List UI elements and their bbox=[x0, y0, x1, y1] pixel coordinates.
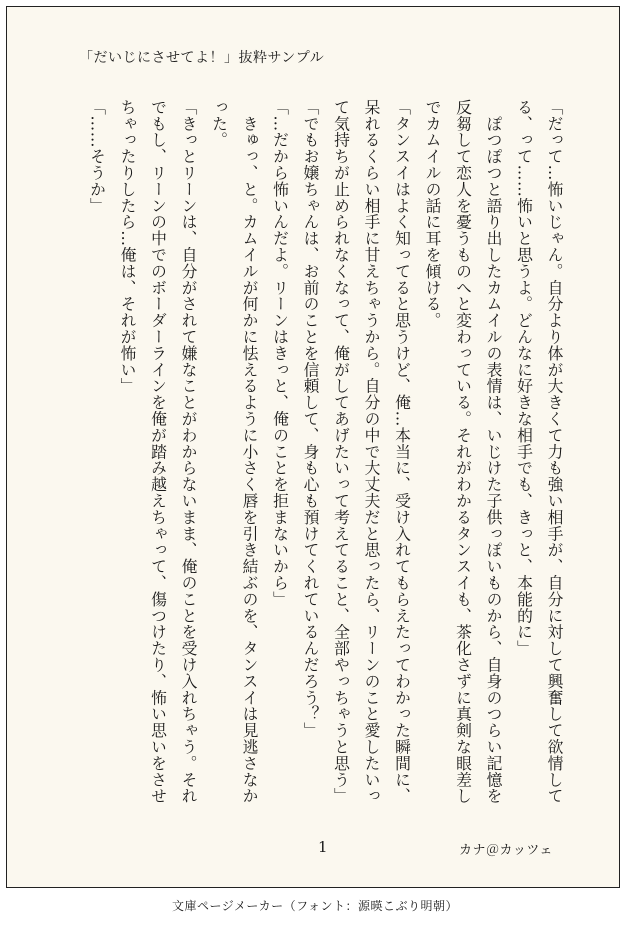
paragraph: 「でもお嬢ちゃんは、お前のことを信頼して、身も心も預けてくれているんだろう？」 bbox=[301, 99, 320, 739]
paragraph: 「タンスイはよく知ってると思うけど、俺…本当に、受け入れてもらえたってわかった瞬間に、呆れるくらい相手に甘えちゃうから。自分の中で大丈夫だと思ったら、リーンのこと愛したいって気持ちが止められなくなって、俺がしてあげたいって考えてること、全部やっちゃうと思う」 bbox=[331, 99, 412, 805]
paragraph: 「…だから怖いんだよ。リーンはきっと、俺のことを拒まないから」 bbox=[270, 99, 290, 608]
paragraph: ぽつぽつと語り出したカムイルの表情は、いじけた子供っぽいものから、自身のつらい記憶を反芻して恋人を憂うものへと変わっている。それがわかるタンスイも、茶化さずに真剣な眼差しでカムイルの話に耳を傾ける。 bbox=[423, 99, 503, 805]
page-number: 1 bbox=[318, 838, 328, 856]
body-text bbox=[81, 99, 569, 819]
paragraph: 「……そうか」 bbox=[87, 99, 107, 214]
author-name: カナ＠カッツェ bbox=[459, 843, 553, 858]
paragraph: きゅっ、と。カムイルが何かに怯えるように小さく唇を引き結ぶのを、タンスイは見逃さなかった。 bbox=[209, 99, 259, 805]
paragraph: 「きっとリーンは、自分がされて嫌なことがわからないまま、俺のことを受け入れちゃう。それでもし、リーンの中でのボーダーラインを俺が踏み越えちゃって、傷つけたり、怖い思いをさせちゃったりしたら…俺は、それが怖い」 bbox=[118, 99, 198, 805]
paragraph: 「だって…怖いじゃん。自分より体が大きくて力も強い相手が、自分に対して興奮して欲情してる、って……怖いと思うよ。どんなに好きな相手でも、きっと、本能的に」 bbox=[514, 99, 564, 805]
generator-credit: 文庫ページメーカー（フォント：源暎こぶり明朝） bbox=[171, 899, 459, 913]
page-title: 「だいじにさせてよ！」抜粋サンプル bbox=[79, 50, 325, 66]
book-page bbox=[6, 6, 620, 888]
